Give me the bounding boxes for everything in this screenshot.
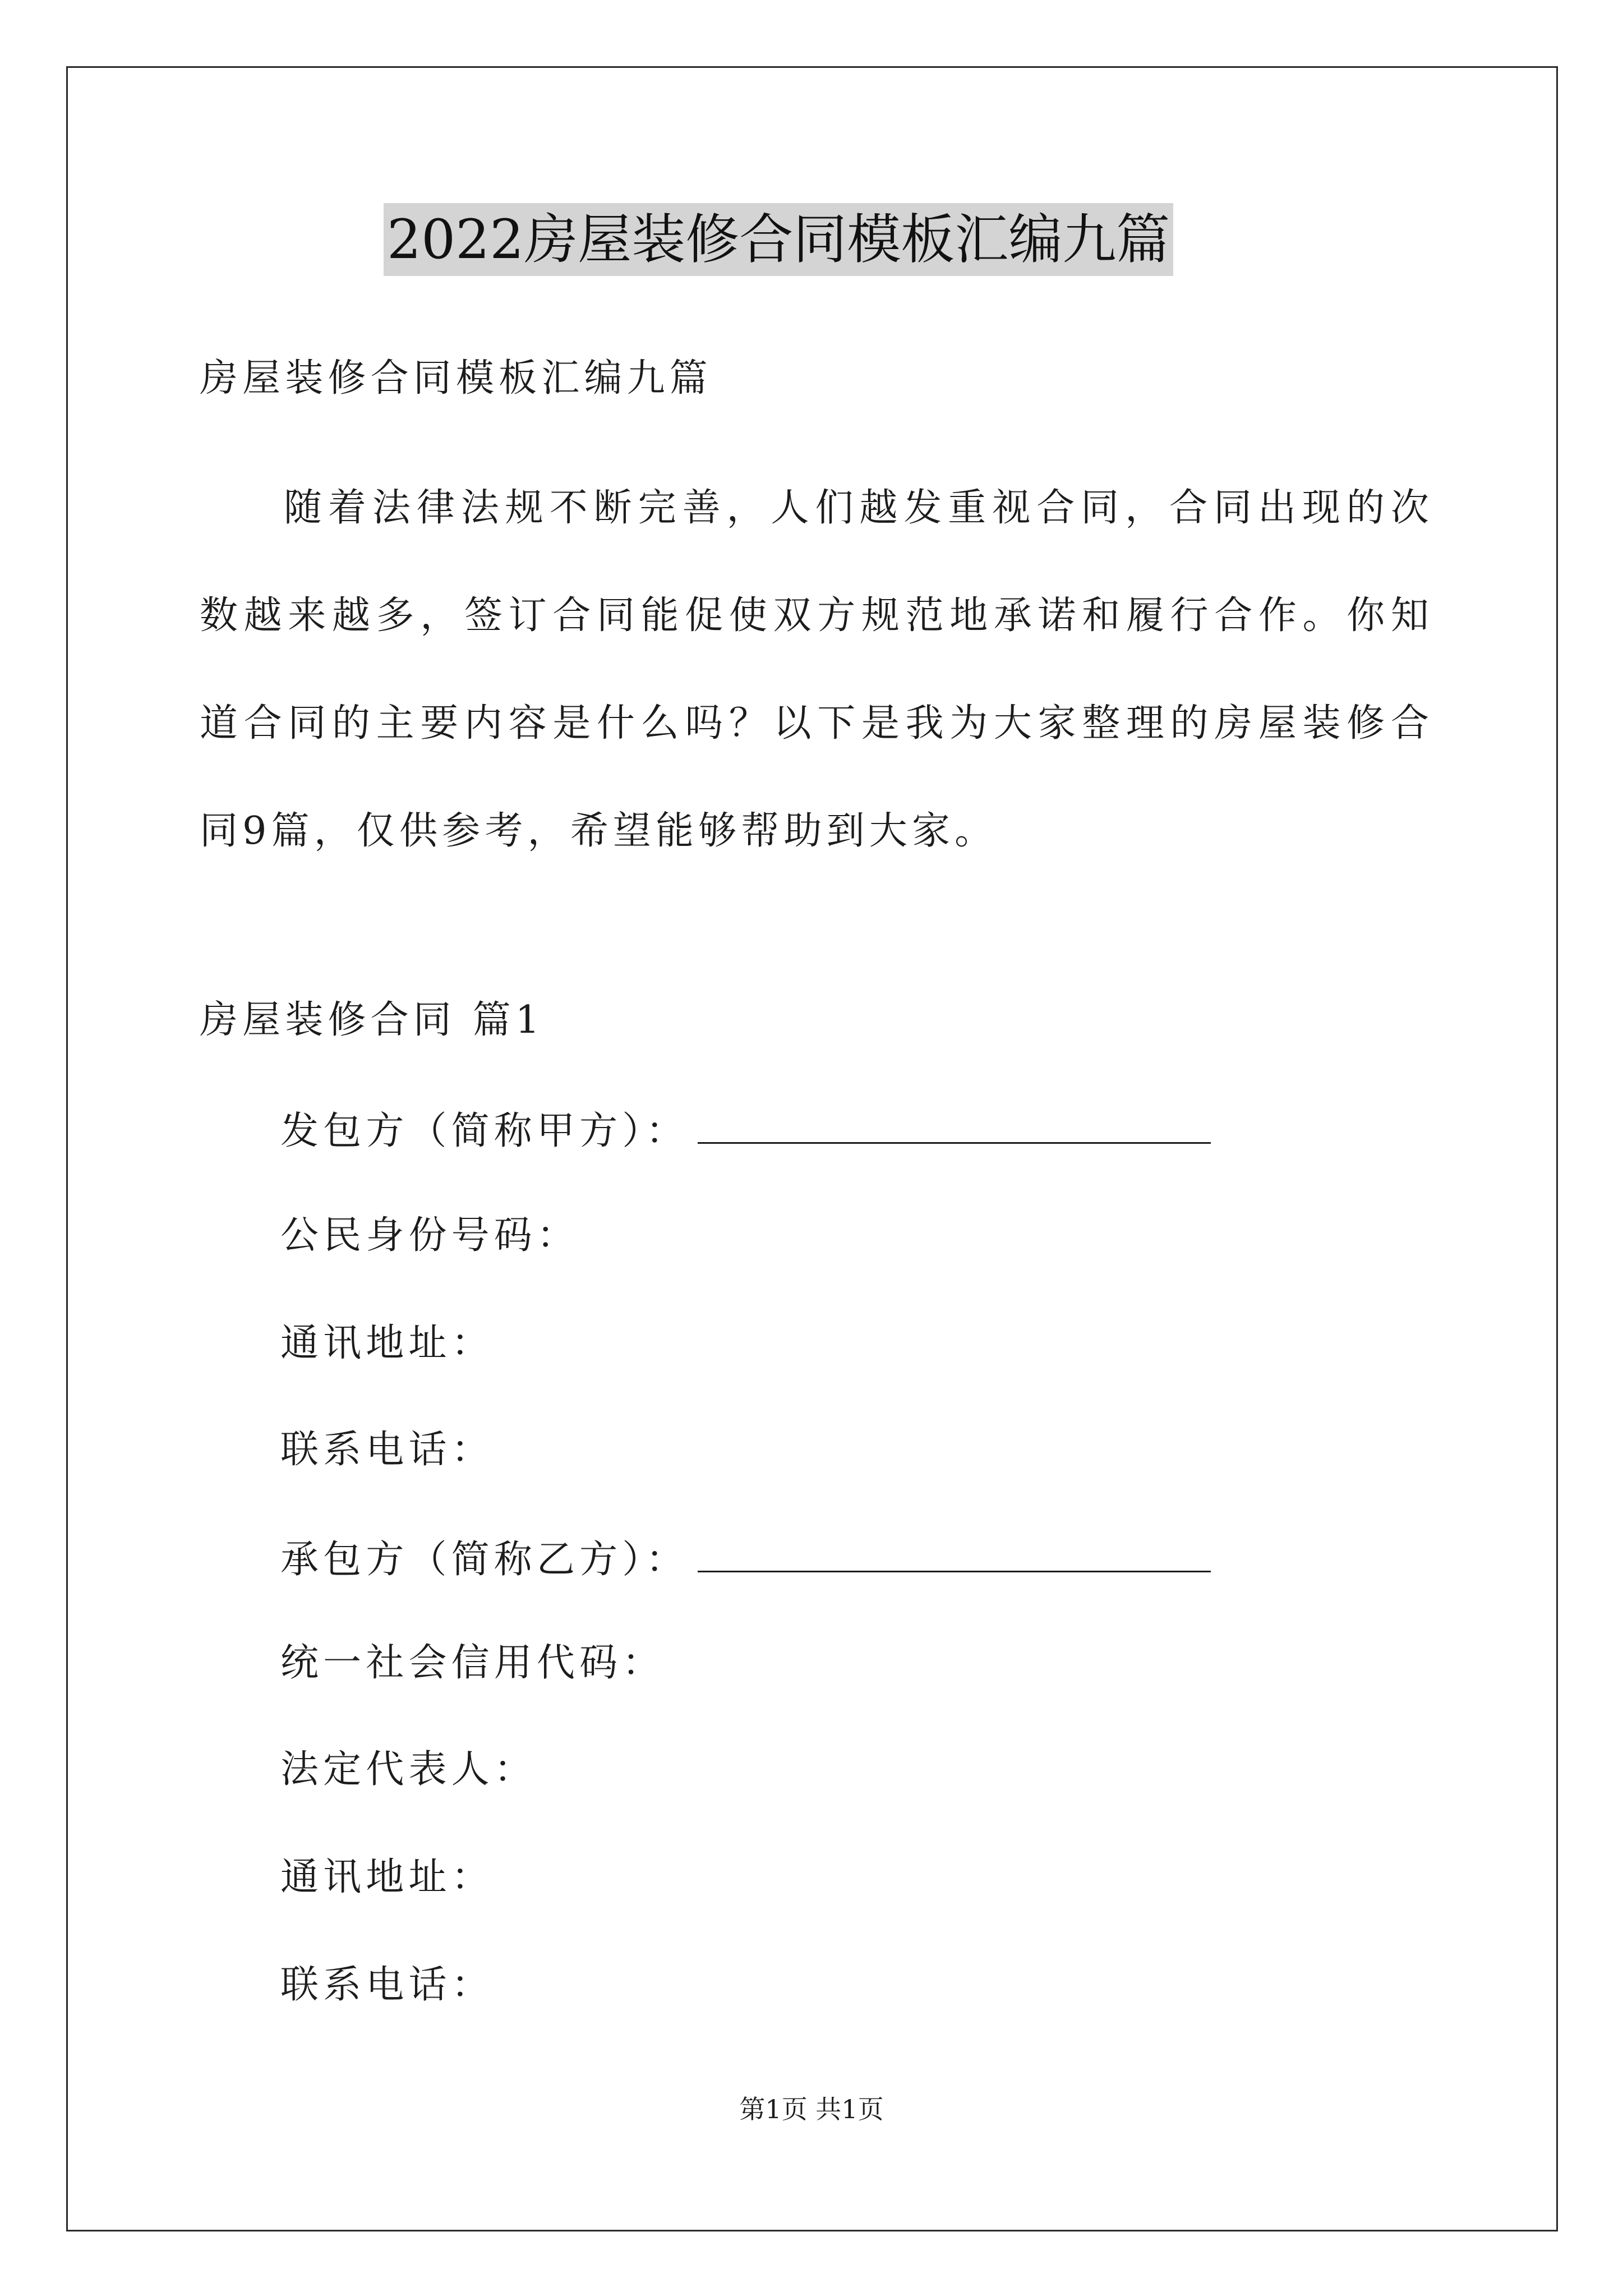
legal-rep-label: 法定代表人： bbox=[280, 1747, 537, 1792]
party-b-blank bbox=[698, 1531, 1211, 1572]
document-subtitle: 房屋装修合同模板汇编九篇 bbox=[200, 356, 712, 401]
phone-a-label: 联系电话： bbox=[280, 1428, 494, 1472]
intro-paragraph: 随着法律法规不断完善，人们越发重视合同，合同出现的次数越来越多，签订合同能促使双方规范地承诺和履行合作。你知道合同的主要内容是什么吗？以下是我为大家整理的房屋装修合同9篇，仅供参考，希望能够帮助到大家。 bbox=[200, 486, 1433, 853]
credit-code-label: 统一社会信用代码： bbox=[280, 1641, 665, 1685]
party-b-label: 承包方（简称乙方）： bbox=[280, 1538, 689, 1582]
section-heading: 房屋装修合同 篇1 bbox=[200, 998, 545, 1042]
page-footer: 第1页 共1页 bbox=[739, 2094, 884, 2124]
id-number-label: 公民身份号码： bbox=[280, 1213, 580, 1258]
party-b-field bbox=[280, 1531, 1211, 1585]
phone-b-label: 联系电话： bbox=[280, 1963, 494, 2007]
party-a-field bbox=[280, 1103, 1211, 1157]
document-title: 2022房屋装修合同模板汇编九篇 bbox=[384, 203, 1173, 276]
party-a-blank bbox=[698, 1103, 1211, 1144]
party-a-label: 发包方（简称甲方）： bbox=[280, 1109, 689, 1153]
address-b-label: 通讯地址： bbox=[280, 1855, 494, 1899]
address-a-label: 通讯地址： bbox=[280, 1321, 494, 1365]
